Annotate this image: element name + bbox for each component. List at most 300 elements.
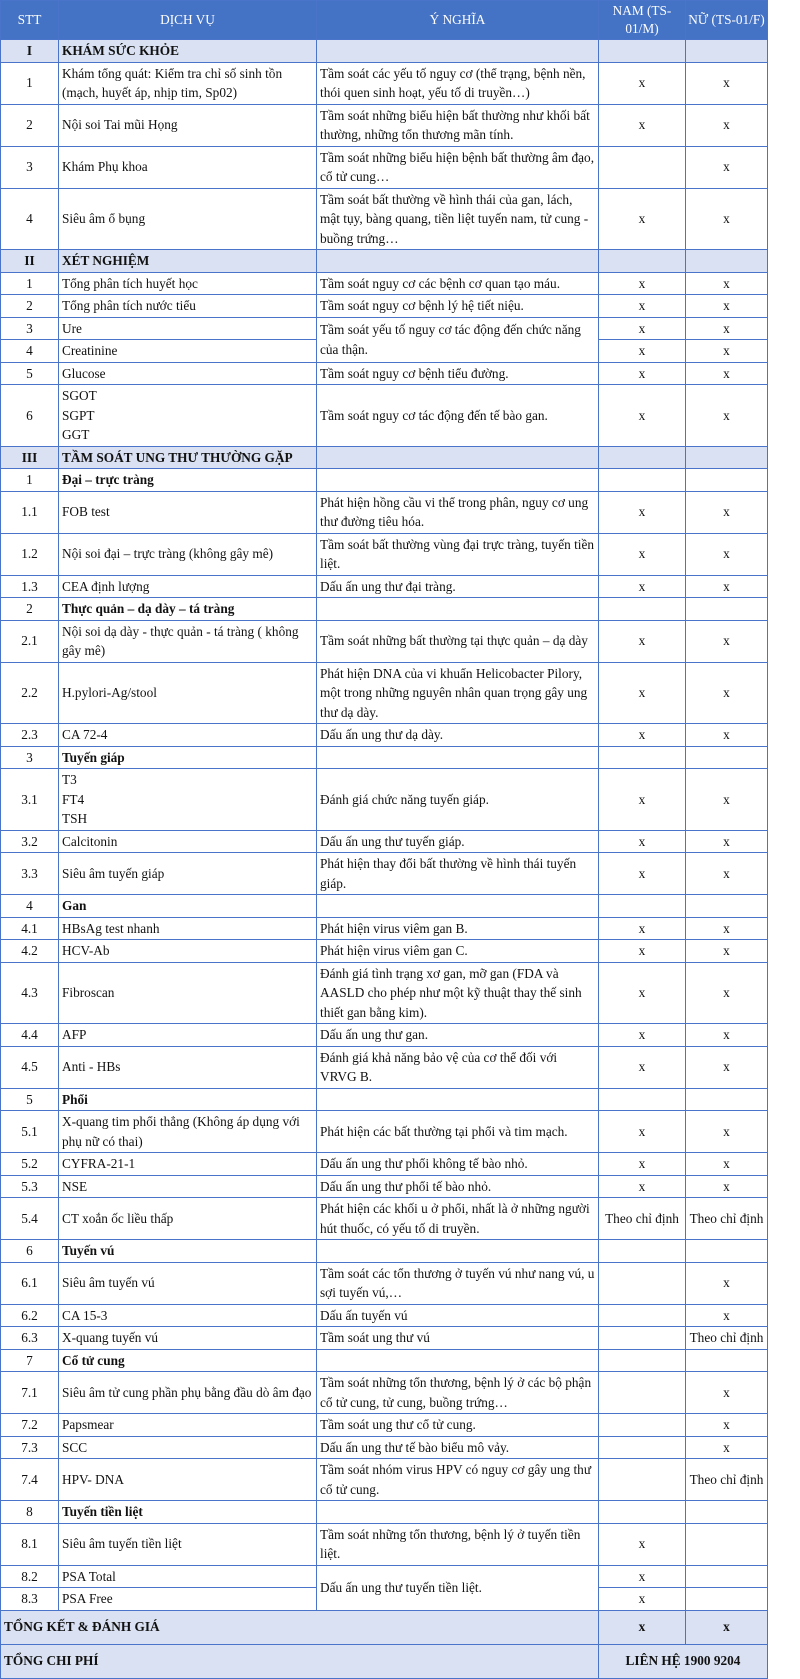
cell-male: x [599, 575, 686, 598]
cell-meaning: Tầm soát những bất thường tại thực quản – dạ dày [317, 620, 599, 662]
cell-meaning: Phát hiện DNA của vi khuẩn Helicobacter Pilory, một trong những nguyên nhân quan trọng gây ung thư dạ dày. [317, 662, 599, 724]
cell-meaning: Tầm soát bất thường vùng đại trực tràng, tuyến tiền liệt. [317, 533, 599, 575]
cell-female: x [686, 769, 768, 831]
cell-meaning: Dấu ấn ung thư dạ dày. [317, 724, 599, 747]
cell-service: SGOT SGPT GGT [59, 385, 317, 447]
cell-stt: 5 [1, 362, 59, 385]
cell-male [599, 1414, 686, 1437]
cell-service: Siêu âm ổ bụng [59, 188, 317, 250]
cell-meaning: Dấu ấn ung thư đại tràng. [317, 575, 599, 598]
cell-male [599, 446, 686, 469]
cell-meaning: Tầm soát những biểu hiện bất thường như khối bất thường, những tổn thương mãn tính. [317, 104, 599, 146]
cell-female [686, 250, 768, 273]
cell-stt: 5.3 [1, 1175, 59, 1198]
subsection-row [1, 1088, 768, 1111]
cell-service: Siêu âm tuyến giáp [59, 853, 317, 895]
cell-service: XÉT NGHIỆM [59, 250, 317, 273]
cell-female: x [686, 146, 768, 188]
cell-stt: 1.3 [1, 575, 59, 598]
cell-stt: 4.5 [1, 1046, 59, 1088]
cell-stt: II [1, 250, 59, 273]
section-row [1, 250, 768, 273]
cell-stt: 8.3 [1, 1588, 59, 1611]
cell-male: x [599, 724, 686, 747]
cell-stt: 4 [1, 188, 59, 250]
cell-service: Gan [59, 895, 317, 918]
cell-meaning: Đánh giá khả năng bảo vệ của cơ thể đối với VRVG B. [317, 1046, 599, 1088]
cell-male: x [599, 340, 686, 363]
cell-service: SCC [59, 1436, 317, 1459]
cell-service: Đại – trực tràng [59, 469, 317, 492]
table-row [1, 317, 768, 340]
cell-service: Khám Phụ khoa [59, 146, 317, 188]
cell-service: CT xoắn ốc liều thấp [59, 1198, 317, 1240]
cell-service: Papsmear [59, 1414, 317, 1437]
cell-stt: 1 [1, 272, 59, 295]
cell-service: HCV-Ab [59, 940, 317, 963]
cell-meaning [317, 746, 599, 769]
cell-service: Ure [59, 317, 317, 340]
cell-female: x [686, 533, 768, 575]
cell-male: x [599, 1024, 686, 1047]
cell-stt: 2 [1, 104, 59, 146]
cell-meaning: Phát hiện thay đổi bất thường về hình thái tuyến giáp. [317, 853, 599, 895]
cell-stt: 8.2 [1, 1565, 59, 1588]
table-row [1, 1372, 768, 1414]
cell-male: x [599, 533, 686, 575]
cell-male [599, 1459, 686, 1501]
cell-male: x [599, 272, 686, 295]
cell-meaning: Dấu ấn ung thư phổi tế bào nhỏ. [317, 1175, 599, 1198]
cell-male: x [599, 1523, 686, 1565]
cell-male: x [599, 295, 686, 318]
cell-male: x [599, 1046, 686, 1088]
cell-meaning [317, 1501, 599, 1524]
cell-male: x [599, 853, 686, 895]
cell-stt: 7.2 [1, 1414, 59, 1437]
table-row [1, 1024, 768, 1047]
cell-male: x [599, 962, 686, 1024]
cell-stt: 7 [1, 1349, 59, 1372]
cell-male [599, 1088, 686, 1111]
cell-female: x [686, 962, 768, 1024]
cell-male [599, 250, 686, 273]
table-row [1, 295, 768, 318]
cell-male: x [599, 1588, 686, 1611]
cell-service: PSA Total [59, 1565, 317, 1588]
cell-service: CA 72-4 [59, 724, 317, 747]
cell-stt: 5.1 [1, 1111, 59, 1153]
cell-meaning [317, 598, 599, 621]
cell-male: x [599, 385, 686, 447]
cell-service: Creatinine [59, 340, 317, 363]
cell-male [599, 1501, 686, 1524]
cell-meaning [317, 446, 599, 469]
cell-service: CEA định lượng [59, 575, 317, 598]
cell-meaning: Tầm soát nguy cơ bệnh tiểu đường. [317, 362, 599, 385]
cell-male: x [599, 830, 686, 853]
cell-stt: 5.2 [1, 1153, 59, 1176]
cell-male: x [599, 620, 686, 662]
cell-meaning: Tầm soát các yếu tố nguy cơ (thể trạng, bệnh nền, thói quen sinh hoạt, yếu tố di truyền…) [317, 62, 599, 104]
cell-service: Nội soi đại – trực tràng (không gây mê) [59, 533, 317, 575]
cell-female: x [686, 340, 768, 363]
cell-meaning: Tầm soát những tổn thương, bệnh lý ở tuyến tiền liệt. [317, 1523, 599, 1565]
table-row [1, 662, 768, 724]
table-row [1, 1414, 768, 1437]
cell-stt: 1 [1, 62, 59, 104]
table-row [1, 1153, 768, 1176]
cell-female [686, 1088, 768, 1111]
cell-female [686, 746, 768, 769]
cell-male [599, 1349, 686, 1372]
cell-female: x [686, 272, 768, 295]
cell-service: Tuyến giáp [59, 746, 317, 769]
cell-stt: 3.3 [1, 853, 59, 895]
cell-male: x [599, 317, 686, 340]
cell-female: x [686, 362, 768, 385]
cell-service: T3 FT4 TSH [59, 769, 317, 831]
cell-stt: 6 [1, 1240, 59, 1263]
cell-female: x [686, 620, 768, 662]
cell-female [686, 446, 768, 469]
table-row [1, 830, 768, 853]
cell-male: x [599, 662, 686, 724]
cell-stt: 5 [1, 1088, 59, 1111]
cell-stt: 5.4 [1, 1198, 59, 1240]
table-row [1, 1262, 768, 1304]
cell-female: x [686, 724, 768, 747]
cell-meaning: Tầm soát những tổn thương, bệnh lý ở các bộ phận cổ tử cung, tử cung, buồng trứng… [317, 1372, 599, 1414]
cell-stt: 7.4 [1, 1459, 59, 1501]
summary-male: x [599, 1610, 686, 1644]
subsection-row [1, 895, 768, 918]
cell-stt: 2.2 [1, 662, 59, 724]
cell-stt: 4.3 [1, 962, 59, 1024]
header-male: NAM (TS-01/M) [599, 1, 686, 40]
cell-service: CYFRA-21-1 [59, 1153, 317, 1176]
table-row [1, 188, 768, 250]
cell-female [686, 1588, 768, 1611]
cell-male [599, 1240, 686, 1263]
subsection-row [1, 1349, 768, 1372]
cell-male [599, 1436, 686, 1459]
cell-stt: 2 [1, 598, 59, 621]
cell-female: x [686, 295, 768, 318]
cell-stt: I [1, 40, 59, 63]
table-row [1, 1327, 768, 1350]
cell-meaning: Phát hiện hồng cầu vi thể trong phân, nguy cơ ung thư đường tiêu hóa. [317, 491, 599, 533]
cell-meaning: Dấu ấn ung thư tuyến tiền liệt. [317, 1565, 599, 1610]
table-row [1, 1436, 768, 1459]
cell-service: Cổ tử cung [59, 1349, 317, 1372]
cell-male: Theo chỉ định [599, 1198, 686, 1240]
table-row [1, 917, 768, 940]
cell-female: Theo chỉ định [686, 1198, 768, 1240]
cell-male: x [599, 1565, 686, 1588]
cell-female: x [686, 1304, 768, 1327]
cell-service: FOB test [59, 491, 317, 533]
cell-female: x [686, 1414, 768, 1437]
summary-label: TỔNG KẾT & ĐÁNH GIÁ [1, 1610, 599, 1644]
cell-service: CA 15-3 [59, 1304, 317, 1327]
cell-service: Phổi [59, 1088, 317, 1111]
table-row [1, 1565, 768, 1588]
cell-female: x [686, 830, 768, 853]
table-row [1, 362, 768, 385]
cell-service: HBsAg test nhanh [59, 917, 317, 940]
table-row [1, 853, 768, 895]
cell-meaning: Dấu ấn tuyến vú [317, 1304, 599, 1327]
table-row [1, 575, 768, 598]
cell-stt: 2.1 [1, 620, 59, 662]
cell-female: x [686, 1262, 768, 1304]
cell-male [599, 146, 686, 188]
cell-female: x [686, 662, 768, 724]
section-row [1, 446, 768, 469]
cell-meaning: Tầm soát nguy cơ các bệnh cơ quan tạo máu. [317, 272, 599, 295]
cell-female: x [686, 575, 768, 598]
cell-female [686, 469, 768, 492]
cell-male: x [599, 491, 686, 533]
cell-male [599, 469, 686, 492]
cell-male [599, 746, 686, 769]
cell-service: NSE [59, 1175, 317, 1198]
cell-female: x [686, 1372, 768, 1414]
cell-female [686, 1565, 768, 1588]
table-row [1, 1111, 768, 1153]
cell-stt: 3 [1, 317, 59, 340]
subsection-row [1, 746, 768, 769]
cell-service: Tuyến vú [59, 1240, 317, 1263]
cell-meaning: Tầm soát những biểu hiện bệnh bất thường âm đạo, cổ tử cung… [317, 146, 599, 188]
cell-female [686, 40, 768, 63]
table-body [1, 40, 768, 1611]
table-footer [1, 1610, 768, 1678]
cell-female [686, 1501, 768, 1524]
cell-male [599, 1372, 686, 1414]
cell-meaning [317, 895, 599, 918]
cell-stt: 4.1 [1, 917, 59, 940]
cell-meaning [317, 40, 599, 63]
cell-female [686, 1240, 768, 1263]
cell-meaning [317, 469, 599, 492]
cell-stt: 3.2 [1, 830, 59, 853]
cell-service: Glucose [59, 362, 317, 385]
cell-service: HPV- DNA [59, 1459, 317, 1501]
contact-hotline: LIÊN HỆ 1900 9204 [599, 1644, 768, 1678]
cell-stt: 2.3 [1, 724, 59, 747]
cell-female: x [686, 385, 768, 447]
cell-stt: 6.3 [1, 1327, 59, 1350]
cell-female [686, 895, 768, 918]
table-row [1, 533, 768, 575]
cell-female: x [686, 1024, 768, 1047]
cell-meaning [317, 250, 599, 273]
table-row [1, 1523, 768, 1565]
cell-stt: 7.1 [1, 1372, 59, 1414]
cell-male: x [599, 1175, 686, 1198]
cell-female: x [686, 917, 768, 940]
table-row [1, 769, 768, 831]
cell-stt: 8.1 [1, 1523, 59, 1565]
cell-female: x [686, 104, 768, 146]
cell-meaning: Dấu ấn ung thư tuyến giáp. [317, 830, 599, 853]
cell-meaning: Phát hiện các khối u ở phổi, nhất là ở những người hút thuốc, có yếu tố di truyền. [317, 1198, 599, 1240]
cell-meaning: Tầm soát nhóm virus HPV có nguy cơ gây ung thư cổ tử cung. [317, 1459, 599, 1501]
cell-stt: 3 [1, 746, 59, 769]
table-row [1, 1304, 768, 1327]
cell-male: x [599, 917, 686, 940]
cell-female: x [686, 188, 768, 250]
table-row [1, 272, 768, 295]
table-row [1, 1459, 768, 1501]
cell-meaning: Đánh giá chức năng tuyến giáp. [317, 769, 599, 831]
cell-service: Siêu âm tuyến tiền liệt [59, 1523, 317, 1565]
header-service: DỊCH VỤ [59, 1, 317, 40]
cell-stt: 4 [1, 340, 59, 363]
cell-meaning: Tầm soát bất thường về hình thái của gan, lách, mật tụy, bàng quang, tiền liệt tuyến nam, tử cung - buồng trứng… [317, 188, 599, 250]
cell-service: Anti - HBs [59, 1046, 317, 1088]
cell-male [599, 598, 686, 621]
cell-service: H.pylori-Ag/stool [59, 662, 317, 724]
cell-service: Tuyến tiền liệt [59, 1501, 317, 1524]
table-row [1, 1046, 768, 1088]
cell-meaning [317, 1088, 599, 1111]
cell-stt: 6.2 [1, 1304, 59, 1327]
cell-service: Siêu âm tử cung phần phụ bằng đầu dò âm đạo [59, 1372, 317, 1414]
cell-female: x [686, 491, 768, 533]
table-row [1, 962, 768, 1024]
cell-meaning [317, 1240, 599, 1263]
cell-female: x [686, 62, 768, 104]
cell-male: x [599, 104, 686, 146]
table-row [1, 491, 768, 533]
header-meaning: Ý NGHĨA [317, 1, 599, 40]
cell-meaning [317, 1349, 599, 1372]
cell-female: x [686, 1436, 768, 1459]
cell-stt: 4.4 [1, 1024, 59, 1047]
cell-service: AFP [59, 1024, 317, 1047]
cell-stt: 8 [1, 1501, 59, 1524]
table-header [1, 1, 768, 40]
cell-meaning: Tầm soát các tổn thương ở tuyến vú như nang vú, u sợi tuyến vú,… [317, 1262, 599, 1304]
table-row [1, 146, 768, 188]
cell-service: Tổng phân tích huyết học [59, 272, 317, 295]
cell-male: x [599, 362, 686, 385]
cell-female: Theo chỉ định [686, 1459, 768, 1501]
cell-meaning: Dấu ấn ung thư gan. [317, 1024, 599, 1047]
summary-female: x [686, 1610, 768, 1644]
cell-male: x [599, 188, 686, 250]
cell-male [599, 1304, 686, 1327]
subsection-row [1, 469, 768, 492]
cell-service: Siêu âm tuyến vú [59, 1262, 317, 1304]
cell-female [686, 1349, 768, 1372]
cell-meaning: Phát hiện virus viêm gan C. [317, 940, 599, 963]
cell-female: x [686, 317, 768, 340]
cell-male: x [599, 1111, 686, 1153]
cell-stt: 4.2 [1, 940, 59, 963]
cost-row [1, 1644, 768, 1678]
cell-stt: 1 [1, 469, 59, 492]
cell-service: X-quang tim phổi thẳng (Không áp dụng với phụ nữ có thai) [59, 1111, 317, 1153]
cell-service: Thực quản – dạ dày – tá tràng [59, 598, 317, 621]
table-row [1, 104, 768, 146]
cell-service: Khám tổng quát: Kiểm tra chỉ số sinh tồn (mạch, huyết áp, nhịp tim, Sp02) [59, 62, 317, 104]
cell-male [599, 40, 686, 63]
cell-male: x [599, 1153, 686, 1176]
cell-female: x [686, 1046, 768, 1088]
cell-stt: 7.3 [1, 1436, 59, 1459]
cell-service: Tổng phân tích nước tiểu [59, 295, 317, 318]
cell-male [599, 1262, 686, 1304]
cost-label: TỔNG CHI PHÍ [1, 1644, 599, 1678]
subsection-row [1, 598, 768, 621]
cell-meaning: Phát hiện các bất thường tại phổi và tim mạch. [317, 1111, 599, 1153]
header-female: NỮ (TS-01/F) [686, 1, 768, 40]
cell-stt: 3 [1, 146, 59, 188]
cell-meaning: Dấu ấn ung thư tế bào biểu mô vảy. [317, 1436, 599, 1459]
cell-stt: III [1, 446, 59, 469]
cell-service: TẦM SOÁT UNG THƯ THƯỜNG GẶP [59, 446, 317, 469]
subsection-row [1, 1240, 768, 1263]
cell-meaning: Tầm soát nguy cơ bệnh lý hệ tiết niệu. [317, 295, 599, 318]
cell-male: x [599, 769, 686, 831]
cell-female: x [686, 1111, 768, 1153]
table-row [1, 724, 768, 747]
cell-service: Nội soi dạ dày - thực quản - tá tràng ( không gây mê) [59, 620, 317, 662]
cell-male: x [599, 940, 686, 963]
cell-meaning: Tầm soát nguy cơ tác động đến tế bào gan. [317, 385, 599, 447]
cell-meaning: Dấu ấn ung thư phổi không tế bào nhỏ. [317, 1153, 599, 1176]
cell-male: x [599, 62, 686, 104]
cell-meaning: Đánh giá tình trạng xơ gan, mỡ gan (FDA và AASLD cho phép như một kỹ thuật thay thế sinh thiết gan bằng kim). [317, 962, 599, 1024]
cell-stt: 1.2 [1, 533, 59, 575]
cell-stt: 6 [1, 385, 59, 447]
cell-service: Fibroscan [59, 962, 317, 1024]
cell-stt: 1.1 [1, 491, 59, 533]
cell-meaning: Tầm soát ung thư cổ tử cung. [317, 1414, 599, 1437]
cell-service: PSA Free [59, 1588, 317, 1611]
cell-service: X-quang tuyến vú [59, 1327, 317, 1350]
cell-female: x [686, 1175, 768, 1198]
table-row [1, 62, 768, 104]
cell-stt: 2 [1, 295, 59, 318]
cell-female [686, 1523, 768, 1565]
cell-service: Calcitonin [59, 830, 317, 853]
cell-male [599, 895, 686, 918]
header-stt: STT [1, 1, 59, 40]
cell-service: Nội soi Tai mũi Họng [59, 104, 317, 146]
table-row [1, 385, 768, 447]
table-row [1, 940, 768, 963]
cell-stt: 4 [1, 895, 59, 918]
table-row [1, 620, 768, 662]
cell-female: x [686, 940, 768, 963]
cell-female [686, 598, 768, 621]
subsection-row [1, 1501, 768, 1524]
cell-female: x [686, 853, 768, 895]
table-row [1, 1198, 768, 1240]
cell-service: KHÁM SỨC KHỎE [59, 40, 317, 63]
cell-female: x [686, 1153, 768, 1176]
table-row [1, 1175, 768, 1198]
cell-female: Theo chỉ định [686, 1327, 768, 1350]
section-row [1, 40, 768, 63]
cell-male [599, 1327, 686, 1350]
cell-stt: 3.1 [1, 769, 59, 831]
